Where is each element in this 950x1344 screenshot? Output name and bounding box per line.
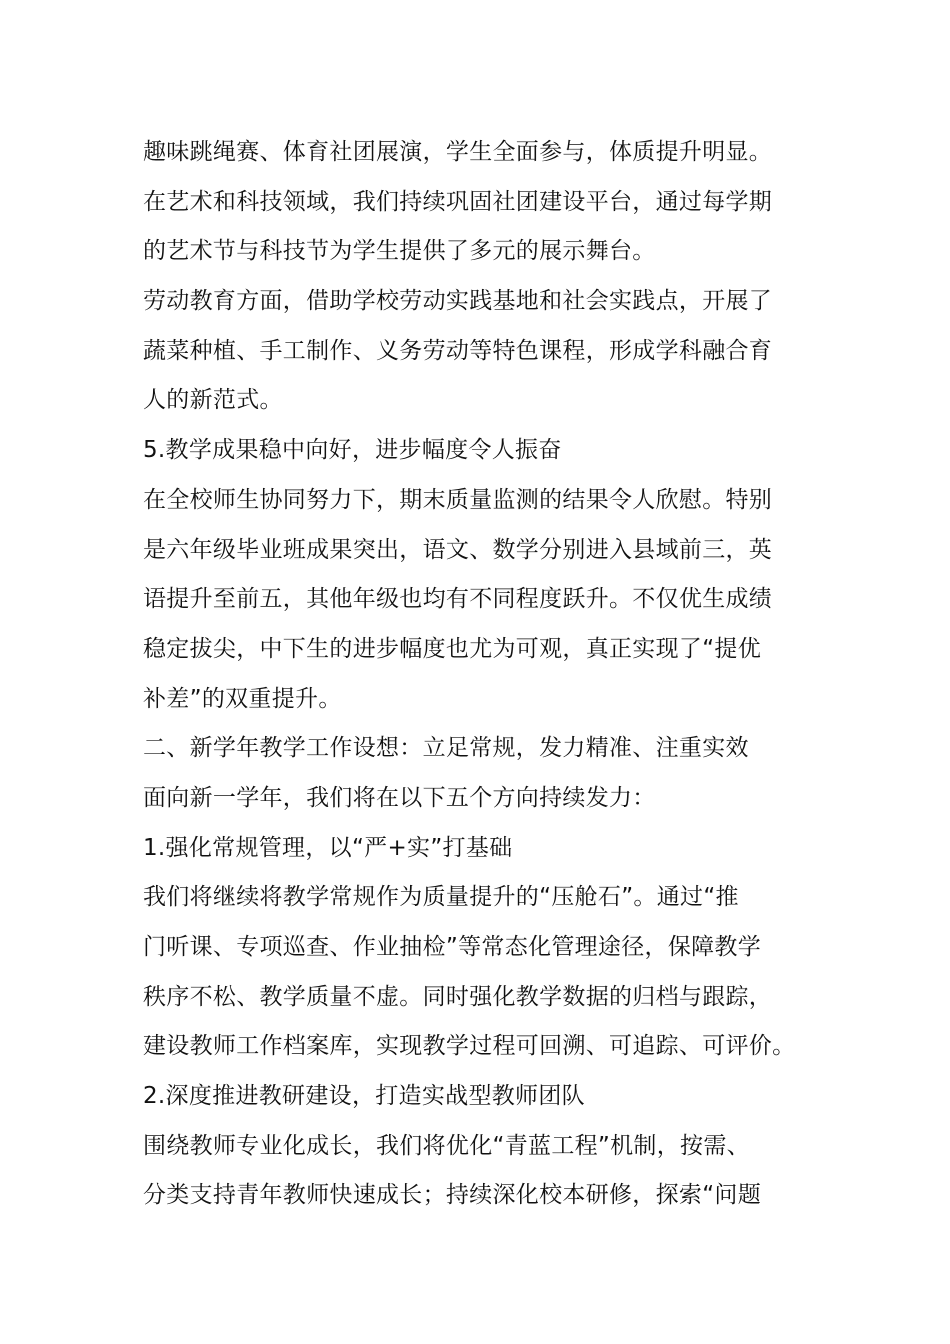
- section-heading: 二、新学年教学工作设想：立足常规，发力精准、注重实效: [143, 735, 749, 762]
- document-body: [143, 128, 813, 1221]
- section-heading: 5.教学成果稳中向好，进步幅度令人振奋: [143, 437, 562, 464]
- text-line: 人的新范式。: [143, 387, 283, 414]
- text-line: 建设教师工作档案库，实现教学过程可回溯、可追踪、可评价。: [143, 1033, 796, 1060]
- text-line: 围绕教师专业化成长，我们将优化“青蓝工程”机制，按需、: [143, 1132, 750, 1159]
- text-line: 趣味跳绳赛、体育社团展演，学生全面参与，体质提升明显。: [143, 139, 773, 165]
- section-heading: 1.强化常规管理，以“严+实”打基础: [143, 834, 513, 861]
- text-line: 我们将继续将教学常规作为质量提升的“压舱石”。通过“推: [143, 884, 739, 911]
- text-line: 分类支持青年教师快速成长；持续深化校本研修，探索“问题: [143, 1182, 762, 1209]
- text-line: 劳动教育方面，借助学校劳动实践基地和社会实践点，开展了: [143, 288, 773, 315]
- text-line: 的艺术节与科技节为学生提供了多元的展示舞台。: [143, 238, 656, 265]
- text-line: 补差”的双重提升。: [143, 685, 342, 712]
- text-line: 语提升至前五，其他年级也均有不同程度跃升。不仅优生成绩: [143, 586, 773, 613]
- text-line: 蔬菜种植、手工制作、义务劳动等特色课程，形成学科融合育: [143, 337, 773, 364]
- section-heading: 2.深度推进教研建设，打造实战型教师团队: [143, 1083, 585, 1110]
- text-line: 在全校师生协同努力下，期末质量监测的结果令人欣慰。特别: [143, 486, 773, 513]
- text-line: 面向新一学年，我们将在以下五个方向持续发力：: [143, 784, 656, 811]
- text-line: 在艺术和科技领域，我们持续巩固社团建设平台，通过每学期: [143, 188, 773, 215]
- text-line: 稳定拔尖，中下生的进步幅度也尤为可观，真正实现了“提优: [143, 635, 762, 662]
- text-line: 秩序不松、教学质量不虚。同时强化教学数据的归档与跟踪，: [143, 983, 773, 1010]
- text-line: 门听课、专项巡查、作业抽检”等常态化管理途径，保障教学: [143, 934, 762, 960]
- text-line: 是六年级毕业班成果突出，语文、数学分别进入县域前三，英: [143, 536, 773, 563]
